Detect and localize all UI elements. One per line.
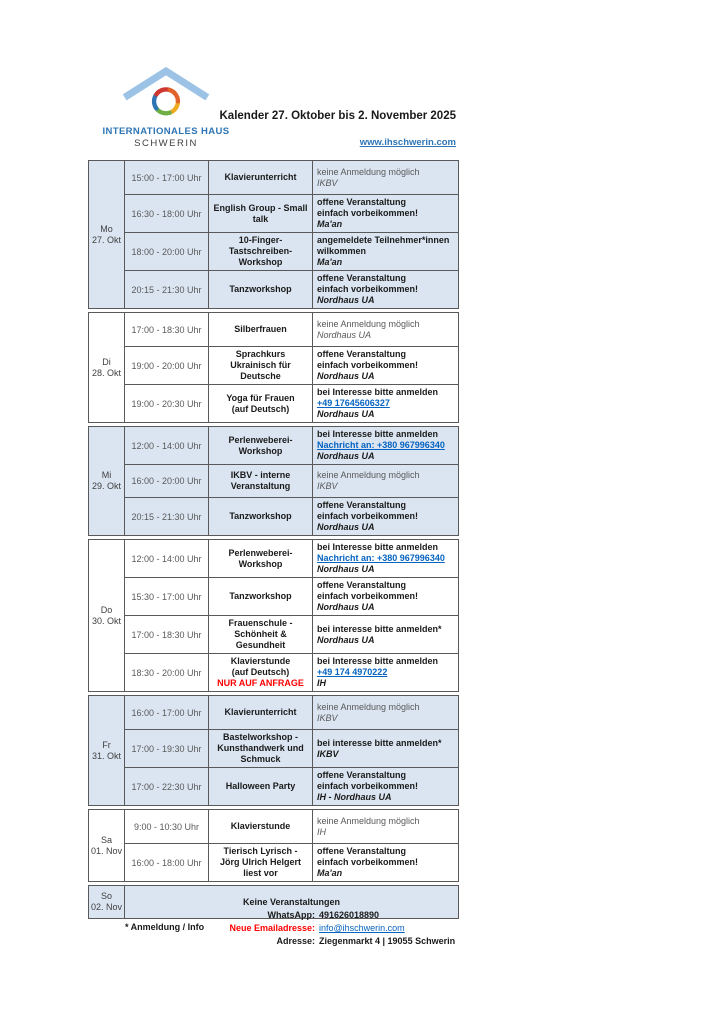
event-row (125, 497, 458, 535)
day-block-fr (88, 695, 459, 806)
email-link[interactable]: info@ihschwerin.com (319, 923, 405, 933)
time-cell: 15:00 - 17:00 Uhr (125, 161, 209, 194)
text-line: offene Veranstaltung (317, 273, 407, 283)
text-line: IH - Nordhaus UA (317, 792, 392, 802)
day-date: 02. Nov (90, 902, 123, 912)
text-line: 10-Finger-Tastschreiben- (228, 235, 293, 256)
event-title-cell (209, 161, 313, 194)
event-row (125, 767, 458, 805)
event-title-cell (209, 810, 313, 843)
day-date: 27. Okt (91, 234, 121, 245)
day-block-mo (88, 160, 459, 309)
text-line: einfach vorbeikommen! (317, 284, 419, 294)
text-line: bei interesse bitte anmelden* (317, 623, 442, 634)
time-cell: 18:00 - 20:00 Uhr (125, 233, 209, 270)
text-line: Halloween Party (225, 781, 296, 791)
event-notes-cell (313, 578, 458, 615)
website-link[interactable]: www.ihschwerin.com (359, 137, 456, 148)
text-line: bei interesse bitte anmelden* (317, 737, 442, 748)
event-row (125, 346, 458, 384)
whatsapp-value: 491626018890 (319, 910, 380, 920)
text-line: Klavierstunde (230, 821, 291, 831)
text-line: Nordhaus UA (317, 451, 375, 461)
text-line: Tanzworkshop (229, 591, 292, 601)
event-row (125, 810, 458, 843)
text-line: Silberfrauen (234, 324, 287, 334)
footer-row-address (88, 935, 468, 948)
text-line: einfach vorbeikommen! (317, 208, 419, 218)
text-line: Bastelworkshop - (222, 732, 298, 742)
event-title-cell (209, 540, 313, 577)
address-label: Adresse: (276, 936, 315, 946)
time-cell: 12:00 - 14:00 Uhr (125, 427, 209, 464)
text-line: NUR AUF ANFRAGE (217, 678, 304, 688)
event-title-cell (209, 578, 313, 615)
day-name: Mo (100, 223, 113, 234)
event-row (125, 194, 458, 232)
text-line: IKBV (317, 712, 338, 723)
day-cell-mi (89, 427, 125, 535)
event-notes-cell (313, 161, 458, 194)
time-cell: 17:00 - 19:30 Uhr (125, 730, 209, 767)
event-title-cell (209, 385, 313, 422)
text-line: IKBV (317, 481, 338, 491)
text-line: Ma'an (317, 257, 343, 267)
time-cell: 9:00 - 10:30 Uhr (125, 810, 209, 843)
text-line: Nordhaus UA (317, 371, 375, 381)
time-cell: 16:30 - 18:00 Uhr (125, 195, 209, 232)
text-line: Ukrainisch für Deutsche (230, 360, 291, 381)
logo (92, 64, 240, 149)
text-line: Nordhaus UA (317, 602, 375, 612)
text-line: offene Veranstaltung (317, 500, 407, 510)
time-cell: 17:00 - 18:30 Uhr (125, 616, 209, 653)
text-line: Schönheit & Gesundheit (234, 629, 287, 650)
text-line: Sprachkurs (235, 349, 286, 359)
event-notes-cell (313, 385, 458, 422)
text-line: Ma'an (317, 868, 343, 878)
text-line: Nordhaus UA (317, 409, 375, 419)
text-line: angemeldete Teilnehmer*innen (317, 235, 450, 245)
text-line: IKBV - interne Veranstaltung (230, 470, 291, 491)
event-row (125, 843, 458, 881)
time-cell: 17:00 - 22:30 Uhr (125, 768, 209, 805)
event-row (125, 464, 458, 497)
day-date: 31. Okt (91, 750, 121, 761)
phone-link[interactable]: +49 17645606327 (317, 398, 390, 408)
event-row (125, 232, 458, 270)
day-name: So (100, 891, 112, 901)
text-line: Tanzworkshop (229, 284, 292, 294)
time-cell: 16:00 - 18:00 Uhr (125, 844, 209, 881)
logo-text-line2: SCHWERIN (134, 138, 198, 149)
text-line: Frauenschule - (228, 618, 293, 628)
day-block-di (88, 312, 459, 423)
event-row (125, 270, 458, 308)
text-line: Tanzworkshop (229, 511, 292, 521)
event-notes-cell (313, 233, 458, 270)
day-block-sa (88, 809, 459, 882)
event-title-cell (209, 654, 313, 691)
text-line: offene Veranstaltung (317, 197, 407, 207)
event-row (125, 577, 458, 615)
phone-link[interactable]: Nachricht an: +380 967996340 (317, 553, 445, 563)
time-cell: 17:00 - 18:30 Uhr (125, 313, 209, 346)
text-line: IH (317, 678, 326, 688)
whatsapp-label: WhatsApp: (267, 910, 315, 920)
text-line: keine Anmeldung möglich (317, 815, 420, 826)
calendar-table (88, 160, 459, 922)
text-line: keine Anmeldung möglich (317, 701, 420, 712)
day-name: Mi (101, 470, 112, 480)
event-title-cell (209, 427, 313, 464)
day-name: Di (102, 356, 111, 367)
text-line: bei Interesse bitte anmelden (317, 656, 439, 666)
day-date: 01. Nov (90, 845, 123, 856)
address-value: Ziegenmarkt 4 | 19055 Schwerin (319, 936, 456, 946)
text-line: (auf Deutsch) (231, 403, 290, 414)
day-date: 29. Okt (91, 481, 121, 491)
event-title-cell (209, 233, 313, 270)
text-line: Nordhaus UA (317, 634, 375, 645)
day-cell-sa (89, 810, 125, 881)
event-notes-cell (313, 810, 458, 843)
text-line: Klavierunterricht (224, 172, 297, 182)
text-line: bei Interesse bitte anmelden (317, 387, 439, 397)
registration-info-note: * Anmeldung / Info (125, 922, 205, 932)
logo-text-line1: INTERNATIONALES HAUS (102, 126, 230, 137)
text-line: IKBV (317, 748, 339, 759)
text-line: einfach vorbeikommen! (317, 857, 419, 867)
text-line: Klavierstunde (230, 656, 291, 666)
text-line: Kunsthandwerk und (217, 743, 304, 753)
day-date: 30. Okt (91, 615, 121, 626)
event-notes-cell (313, 195, 458, 232)
event-notes-cell (313, 654, 458, 691)
event-title-cell (209, 498, 313, 535)
event-row (125, 161, 458, 194)
event-row (125, 427, 458, 464)
text-line: Nordhaus UA (317, 522, 375, 532)
event-title-cell (209, 465, 313, 497)
event-notes-cell (313, 616, 458, 653)
text-line: keine Anmeldung möglich (317, 470, 420, 480)
time-cell: 19:00 - 20:30 Uhr (125, 385, 209, 422)
time-cell: 16:00 - 20:00 Uhr (125, 465, 209, 497)
day-cell-di (89, 313, 125, 422)
day-cell-mo (89, 161, 125, 308)
event-title-cell (209, 844, 313, 881)
day-block-mi (88, 426, 459, 536)
day-date: 28. Okt (91, 367, 121, 378)
text-line: einfach vorbeikommen! (317, 781, 419, 791)
text-line: Schmuck (240, 754, 281, 764)
no-events-cell: Keine Veranstaltungen (242, 897, 341, 907)
text-line: offene Veranstaltung (317, 349, 407, 359)
text-line: Nordhaus UA (317, 564, 375, 574)
event-title-cell (209, 313, 313, 346)
event-title-cell (209, 730, 313, 767)
text-line: Perlenweberei-Workshop (228, 434, 293, 456)
event-notes-cell (313, 696, 458, 729)
text-line: IKBV (317, 177, 338, 188)
event-title-cell (209, 347, 313, 384)
time-cell: 16:00 - 17:00 Uhr (125, 696, 209, 729)
event-notes-cell (313, 844, 458, 881)
event-notes-cell (313, 730, 458, 767)
text-line: Klavierunterricht (224, 707, 297, 717)
house-logo-icon (106, 64, 226, 126)
text-line: English Group - Small talk (213, 202, 308, 224)
text-line: bei Interesse bitte anmelden (317, 542, 439, 552)
event-title-cell (209, 768, 313, 805)
text-line: bei Interesse bitte anmelden (317, 429, 439, 439)
time-cell: 20:15 - 21:30 Uhr (125, 498, 209, 535)
text-line: Nordhaus UA (317, 295, 375, 305)
time-cell: 20:15 - 21:30 Uhr (125, 271, 209, 308)
event-row (125, 384, 458, 422)
day-cell-do (89, 540, 125, 691)
footer-row-whatsapp (88, 909, 468, 922)
time-cell: 15:30 - 17:00 Uhr (125, 578, 209, 615)
event-notes-cell (313, 498, 458, 535)
time-cell: 19:00 - 20:00 Uhr (125, 347, 209, 384)
time-cell: 12:00 - 14:00 Uhr (125, 540, 209, 577)
text-line: Tierisch Lyrisch - (223, 846, 298, 856)
event-notes-cell (313, 271, 458, 308)
text-line: offene Veranstaltung (317, 846, 407, 856)
text-line: offene Veranstaltung (317, 580, 407, 590)
text-line: Jörg Ulrich Helgert liest vor (219, 857, 302, 878)
time-cell: 18:30 - 20:00 Uhr (125, 654, 209, 691)
event-notes-cell (313, 427, 458, 464)
text-line: keine Anmeldung möglich (317, 318, 420, 329)
event-notes-cell (313, 465, 458, 497)
event-title-cell (209, 195, 313, 232)
text-line: keine Anmeldung möglich (317, 166, 420, 177)
text-line: Perlenweberei-Workshop (228, 547, 293, 569)
event-notes-cell (313, 313, 458, 346)
text-line: (auf Deutsch) (231, 667, 290, 677)
event-title-cell (209, 696, 313, 729)
text-line: einfach vorbeikommen! (317, 511, 419, 521)
text-line: einfach vorbeikommen! (317, 360, 419, 370)
phone-link[interactable]: +49 174 4970222 (317, 667, 388, 677)
event-row (125, 653, 458, 691)
event-notes-cell (313, 540, 458, 577)
text-line: einfach vorbeikommen! (317, 591, 419, 601)
text-line: Yoga für Frauen (226, 392, 295, 403)
event-title-cell (209, 271, 313, 308)
day-name: Do (100, 604, 113, 615)
event-row (125, 313, 458, 346)
day-cell-fr (89, 696, 125, 805)
text-line: Workshop (238, 257, 283, 267)
phone-link[interactable]: Nachricht an: +380 967996340 (317, 440, 445, 450)
event-row (125, 729, 458, 767)
email-label: Neue Emailadresse: (229, 923, 315, 933)
text-line: IH (317, 826, 326, 837)
event-row (125, 615, 458, 653)
day-name: Sa (100, 834, 112, 845)
day-name: Fr (102, 739, 111, 750)
event-row (125, 696, 458, 729)
text-line: offene Veranstaltung (317, 770, 407, 780)
page-title: Kalender 27. Oktober bis 2. November 2025 (219, 110, 456, 122)
text-line: Ma'an (317, 219, 343, 229)
event-row (125, 540, 458, 577)
day-block-do (88, 539, 459, 692)
event-title-cell (209, 616, 313, 653)
event-notes-cell (313, 347, 458, 384)
text-line: wilkommen (317, 246, 367, 256)
event-notes-cell (313, 768, 458, 805)
text-line: Nordhaus UA (317, 329, 372, 340)
